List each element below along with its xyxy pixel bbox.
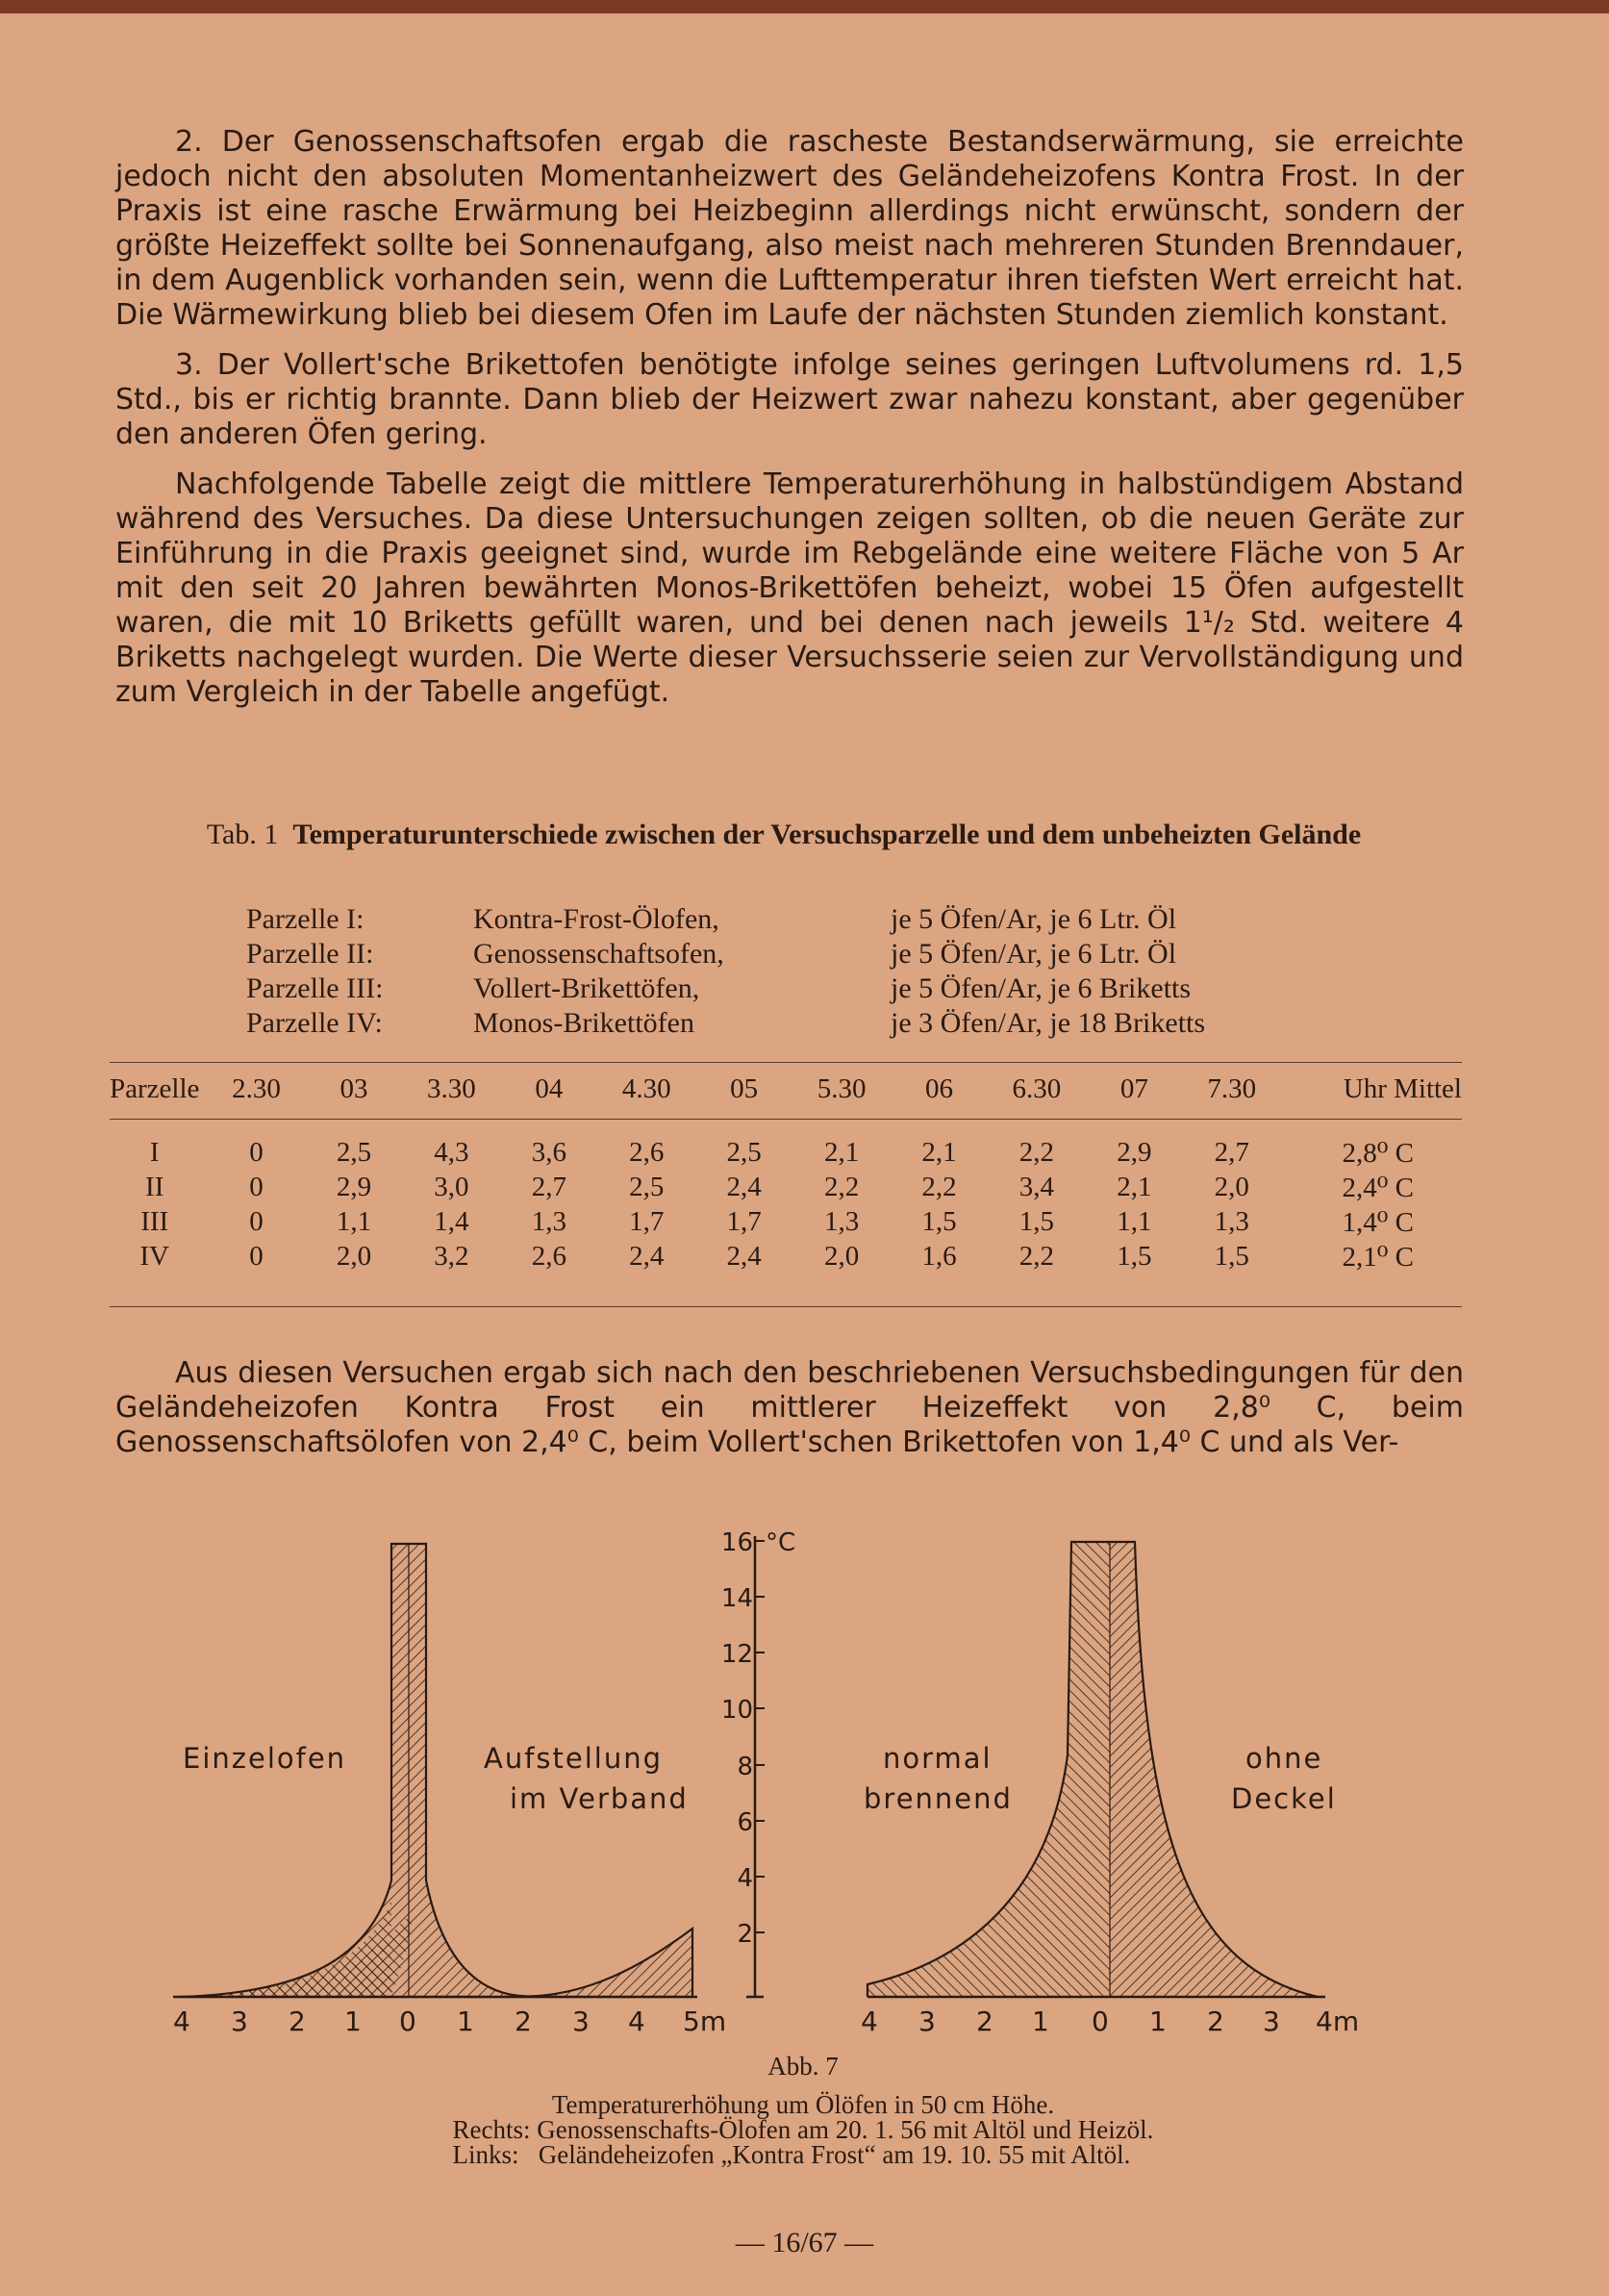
x-tick: 0 — [1092, 2006, 1109, 2037]
body-text-lower — [115, 1356, 1464, 1476]
table-row — [110, 1170, 1462, 1204]
label-aufstellung: Aufstellung — [484, 1742, 664, 1775]
x-tick: 1 — [344, 2006, 362, 2037]
legend-row — [246, 902, 1189, 937]
table-cell: 2,2 — [823, 1171, 860, 1202]
x-tick: 4m — [1316, 2006, 1360, 2037]
legend-menge: je 5 Öfen/Ar, je 6 Briketts — [891, 972, 1192, 1004]
table-legend — [246, 902, 1206, 1041]
table-cell: 2,1⁰ C — [1342, 1241, 1414, 1273]
paragraph-tabelle-intro: Nachfolgende Tabelle zeigt die mittlere Temperaturerhöhung in halbstündigem Abstand während des Versuches. Da diese Untersuchungen zeigen sollten, ob die neuen Geräte zur Einführung in die Praxis geeignet sind, wurde im Rebgelände eine weitere Fläche von 5 Ar mit den seit 20 Jahren bewährten Monos-Brikettöfen beheizt, wobei 15 Öfen aufgestellt waren, die mit 10 Briketts gefüllt waren, und bei denen nach jeweils 1¹/₂ Std. weitere 4 Briketts nachgelegt wurden. Die Werte dieser Versuchsserie seien zur Vervollständigung und zum Vergleich in der Tabelle angefügt. — [115, 467, 1464, 709]
table-cell: 2,4 — [629, 1240, 665, 1272]
label-normal: normal — [883, 1742, 993, 1775]
temperature-diagram — [154, 1515, 1404, 2054]
table-cell: 2,2 — [1018, 1240, 1055, 1272]
table-cell: 4,3 — [434, 1136, 469, 1168]
y-tick: 6 — [737, 1808, 753, 1837]
table-cell: 2,0 — [823, 1240, 860, 1272]
table-cell: 1,7 — [726, 1205, 762, 1237]
table-cell: 2,2 — [1018, 1136, 1055, 1168]
table-cell: 1,4 — [434, 1205, 469, 1237]
table-cell: 2,4 — [726, 1171, 762, 1202]
x-tick: 4 — [628, 2006, 645, 2037]
left-x-ticks — [173, 2006, 726, 2037]
y-tick: 8 — [737, 1753, 753, 1781]
table-title: Temperaturunterschiede zwischen der Versuchsparzelle und dem unbeheizten Gelände — [292, 819, 1362, 850]
y-tick: 10 — [720, 1696, 753, 1725]
table-cell: III — [140, 1205, 169, 1237]
table-cell: 0 — [249, 1205, 264, 1237]
table-cell: 1,5 — [1214, 1240, 1249, 1272]
table-cell: 1,5 — [1117, 1240, 1152, 1272]
table-cell: 0 — [249, 1171, 264, 1202]
table-cell: 2,0 — [1214, 1171, 1249, 1202]
table-cell: 2,8⁰ C — [1342, 1137, 1414, 1169]
table-cell: 2,9 — [1117, 1136, 1152, 1168]
table-cell: 2,9 — [336, 1171, 372, 1202]
x-tick: 5m — [683, 2006, 727, 2037]
x-tick: 3 — [572, 2006, 590, 2037]
column-header: 04 — [509, 1062, 591, 1120]
figure-caption-line: Temperaturerhöhung um Ölöfen in 50 cm Höhe. — [551, 2090, 1055, 2119]
table-row — [110, 1239, 1462, 1274]
table-cell: 0 — [249, 1136, 264, 1168]
column-header: 07 — [1094, 1062, 1175, 1120]
table-cell: 2,4⁰ C — [1342, 1172, 1414, 1203]
table-number: Tab. 1 — [206, 819, 279, 850]
table-cell: 3,0 — [434, 1171, 469, 1202]
x-tick: 2 — [1207, 2006, 1224, 2037]
y-tick: 14 — [720, 1584, 753, 1613]
table-cell: 1,4⁰ C — [1342, 1206, 1414, 1238]
table-cell: I — [149, 1136, 160, 1168]
paragraph-ergebnis: Aus diesen Versuchen ergab sich nach den beschriebenen Versuchsbedingungen für den Geländeheizofen Kontra Frost ein mittlerer Heizeffekt von 2,8⁰ C, beim Genossenschaftsölofen von 2,4⁰ C, beim Vollert'schen Brikettofen von 1,4⁰ C und als Ver- — [115, 1356, 1464, 1459]
table-cell: 1,3 — [531, 1205, 566, 1237]
table-cell: 1,3 — [823, 1205, 860, 1237]
x-tick: 2 — [289, 2006, 306, 2037]
legend-menge: je 5 Öfen/Ar, je 6 Ltr. Öl — [891, 938, 1177, 970]
column-header: 06 — [898, 1062, 980, 1120]
table-cell: 1,5 — [1018, 1205, 1055, 1237]
x-tick: 1 — [1032, 2006, 1049, 2037]
table-cell: 2,1 — [1117, 1171, 1152, 1202]
table-cell: 3,6 — [531, 1136, 566, 1168]
page-number: — 16/67 — — [735, 2227, 874, 2258]
column-header: 7.30 — [1175, 1062, 1289, 1120]
column-header: 2.30 — [199, 1062, 313, 1120]
table-caption — [192, 818, 1375, 852]
table-header-row — [110, 1062, 1462, 1120]
table-cell: 3,2 — [434, 1240, 469, 1272]
table-cell: 3,4 — [1018, 1171, 1055, 1202]
table-cell: 2,6 — [629, 1136, 665, 1168]
table-cell: 2,4 — [726, 1240, 762, 1272]
legend-ofen: Vollert-Brikettöfen, — [473, 972, 700, 1004]
x-tick: 4 — [861, 2006, 878, 2037]
x-tick: 0 — [399, 2006, 416, 2037]
legend-row — [246, 937, 1189, 971]
table-cell: 2,5 — [629, 1171, 665, 1202]
table-cell: 1,6 — [921, 1240, 957, 1272]
x-tick: 2 — [515, 2006, 532, 2037]
column-header: 03 — [314, 1062, 395, 1120]
label-im-verband: im Verband — [510, 1782, 689, 1815]
table-cell: 2,5 — [726, 1136, 762, 1168]
legend-menge: je 5 Öfen/Ar, je 6 Ltr. Öl — [891, 903, 1177, 935]
table-row — [110, 1135, 1462, 1170]
legend-parzelle: Parzelle I: — [246, 903, 365, 935]
x-tick: 3 — [1263, 2006, 1280, 2037]
table-cell: II — [145, 1171, 164, 1202]
paragraph-genossenschaftsofen: 2. Der Genossenschaftsofen ergab die rascheste Bestandserwärmung, sie erreichte jedoch nicht den absoluten Momentanheizwert des Geländeheizofens Kontra Frost. In der Praxis ist eine rasche Erwärmung bei Heizbeginn allerdings nicht erwünscht, sondern der größte Heizeffekt sollte bei Sonnenaufgang, also meist nach mehreren Stunden Brenndauer, in dem Augenblick vorhanden sein, wenn die Lufttemperatur ihren tiefsten Wert erreicht hat. Die Wärmewirkung blieb bei diesem Ofen im Laufe der nächsten Stunden ziemlich konstant. — [115, 125, 1464, 332]
x-tick: 1 — [457, 2006, 474, 2037]
legend-parzelle: Parzelle II: — [246, 938, 374, 970]
column-header: 3.30 — [394, 1062, 508, 1120]
legend-parzelle: Parzelle IV: — [246, 1007, 383, 1039]
column-header: 05 — [703, 1062, 785, 1120]
x-tick: 2 — [976, 2006, 993, 2037]
x-tick: 1 — [1149, 2006, 1167, 2037]
table-cell: 2,2 — [921, 1171, 957, 1202]
table-cell: IV — [139, 1240, 169, 1272]
figure-caption-line: Rechts: Genossenschafts-Ölofen am 20. 1. 56 mit Altöl und Heizöl. — [452, 2115, 1154, 2144]
page-top-edge — [0, 0, 1609, 13]
label-ohne: ohne — [1245, 1742, 1323, 1775]
legend-ofen: Kontra-Frost-Ölofen, — [473, 903, 719, 935]
y-tick: 2 — [737, 1920, 753, 1949]
label-deckel: Deckel — [1231, 1782, 1337, 1815]
y-tick: 12 — [720, 1640, 753, 1669]
table-cell: 2,5 — [336, 1136, 372, 1168]
table-cell: 2,0 — [336, 1240, 372, 1272]
table-cell: 1,7 — [629, 1205, 665, 1237]
legend-parzelle: Parzelle III: — [246, 972, 384, 1004]
x-tick: 4 — [173, 2006, 190, 2037]
column-header: Uhr Mittel — [1289, 1062, 1462, 1120]
table-cell: 1,1 — [1117, 1205, 1152, 1237]
figure-caption-line: Links: Geländeheizofen „Kontra Frost“ am 19. 10. 55 mit Altöl. — [452, 2140, 1131, 2169]
y-tick: 16 — [720, 1528, 753, 1557]
label-brennend: brennend — [864, 1782, 1013, 1815]
column-header: 4.30 — [590, 1062, 703, 1120]
table-cell: 1,3 — [1214, 1205, 1249, 1237]
label-einzelofen: Einzelofen — [183, 1742, 347, 1775]
body-text-upper — [115, 125, 1464, 725]
y-axis — [721, 1528, 795, 1997]
column-header: Parzelle — [110, 1062, 199, 1120]
column-header: 6.30 — [980, 1062, 1094, 1120]
table-bottom-rule — [110, 1306, 1462, 1307]
table-cell: 2,1 — [921, 1136, 957, 1168]
y-tick: 4 — [737, 1864, 753, 1893]
figure-caption — [240, 2054, 1366, 2167]
table-cell: 1,1 — [336, 1205, 372, 1237]
legend-ofen: Genossenschaftsofen, — [473, 938, 724, 970]
legend-row — [246, 1006, 1206, 1041]
legend-row — [246, 971, 1192, 1006]
table-cell: 2,7 — [1214, 1136, 1249, 1168]
figure-number: Abb. 7 — [767, 2052, 839, 2081]
table-cell: 0 — [249, 1240, 264, 1272]
table-cell: 1,5 — [921, 1205, 957, 1237]
x-tick: 3 — [918, 2006, 936, 2037]
legend-menge: je 3 Öfen/Ar, je 18 Briketts — [891, 1007, 1206, 1039]
x-tick: 3 — [231, 2006, 248, 2037]
table-cell: 2,6 — [531, 1240, 566, 1272]
temperature-table — [110, 1062, 1462, 1274]
paragraph-vollert-brikettofen: 3. Der Vollert'sche Brikettofen benötigte infolge seines geringen Luftvolumens rd. 1,5 Std., bis er richtig brannte. Dann blieb der Heizwert zwar nahezu konstant, aber gegenüber den anderen Öfen gering. — [115, 348, 1464, 451]
table-cell: 2,1 — [823, 1136, 860, 1168]
column-header: 5.30 — [785, 1062, 898, 1120]
right-x-ticks — [861, 2006, 1359, 2037]
y-unit: °C — [766, 1528, 796, 1557]
legend-ofen: Monos-Brikettöfen — [473, 1007, 694, 1039]
table-row — [110, 1204, 1462, 1239]
table-cell: 2,7 — [531, 1171, 566, 1202]
